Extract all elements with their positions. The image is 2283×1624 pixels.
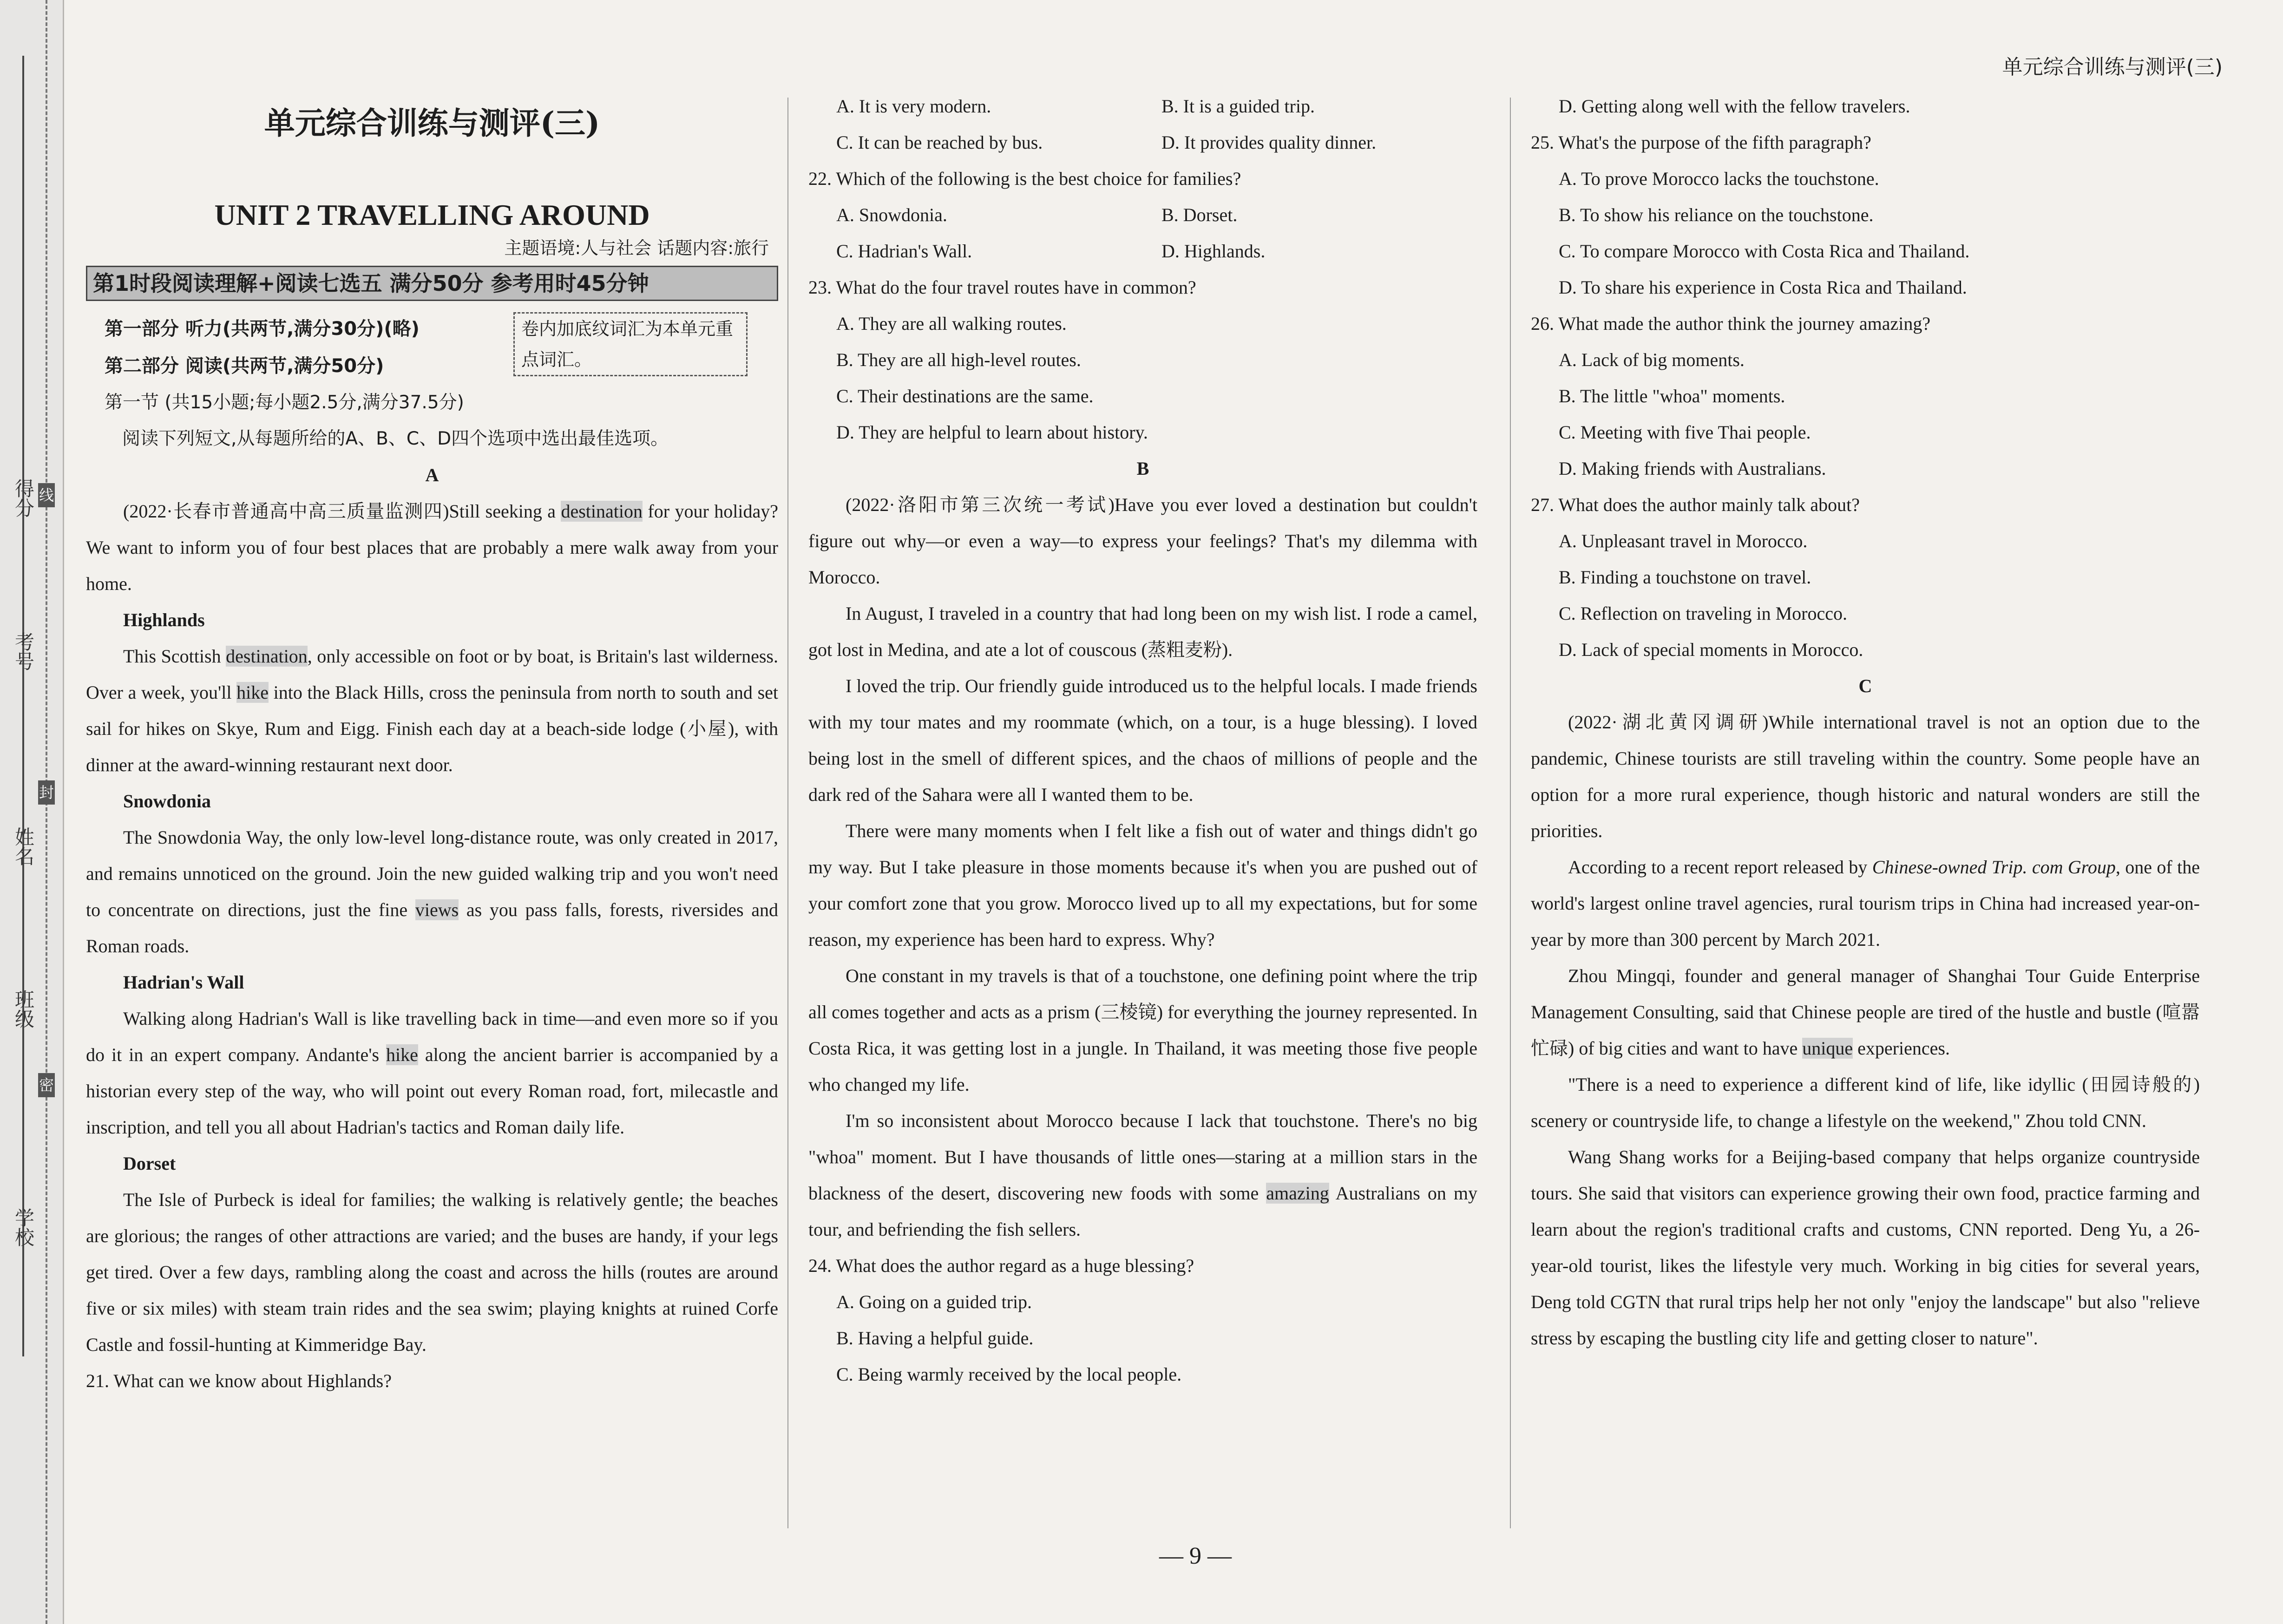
question-21: 21. What can we know about Highlands? — [86, 1370, 392, 1391]
paragraph-highlands — [86, 638, 778, 783]
score-label: 得分 — [12, 478, 35, 517]
heading-dorset: Dorset — [123, 1153, 176, 1174]
text: The Snowdonia Way, the only low-level long-distance route, was only created in 2017, and remains unnoticed on the ground. Join the new guided walking trip and you won't need to concentrate on directions, just the fine — [86, 827, 778, 920]
option: A. Snowdonia. — [836, 204, 947, 225]
unit-title: UNIT 2 TRAVELLING AROUND — [214, 198, 650, 231]
passage-b-paragraph: In August, I traveled in a country that had long been on my wish list. I rode a camel, got lost in Medina, and ate a lot of couscous (蒸粗麦粉). — [808, 603, 1477, 660]
option: A. It is very modern. — [836, 96, 991, 117]
q21-options-row — [808, 88, 1477, 124]
column-1 — [86, 88, 778, 1399]
option: C. To compare Morocco with Costa Rica and Thailand. — [1559, 241, 1970, 262]
keyword: destination — [561, 501, 643, 522]
question-23: 23. What do the four travel routes have in common? — [808, 277, 1196, 298]
q22-options-row — [808, 233, 1477, 269]
question-27: 27. What does the author mainly talk about? — [1531, 494, 1860, 515]
section-bar: 第1时段阅读理解+阅读七选五 满分50分 参考用时45分钟 — [86, 266, 778, 301]
option: C. Their destinations are the same. — [836, 386, 1094, 406]
question-24: 24. What does the author regard as a huge blessing? — [808, 1255, 1194, 1276]
keyword: hike — [236, 682, 269, 703]
parts-list — [105, 310, 420, 385]
option: C. It can be reached by bus. — [836, 132, 1043, 153]
passage-a-intro — [86, 493, 778, 602]
option: D. It provides quality dinner. — [1161, 132, 1377, 153]
option: C. Meeting with five Thai people. — [1559, 422, 1811, 443]
option: D. Lack of special moments in Morocco. — [1559, 639, 1863, 660]
text: as you pass falls, forests, riversides and Roman roads. — [86, 899, 779, 956]
passage-c-paragraph: Wang Shang works for a Beijing-based company that helps organize countryside tours. She said that visitors can experience growing their own food, practice farming and learn about the region's traditional crafts and customs, CNN reported. Deng Yu, a 26-year-old tourist, likes the lifestyle very much. Working in big cities for several years, Deng told CGTN that rural trips help her not only "enjoy the landscape" but also "relieve stress by escaping the bustling city life and getting closer to nature". — [1531, 1146, 2200, 1349]
company-name: Chinese-owned Trip. com Group — [1872, 857, 2116, 877]
passage-label-b: B — [1136, 458, 1149, 479]
topic-line: 主题语境:人与社会 话题内容:旅行 — [504, 238, 769, 258]
option: D. To share his experience in Costa Rica and Thailand. — [1559, 277, 1967, 298]
text: Zhou Mingqi, founder and general manager of Shanghai Tour Guide Enterprise Management Consulting, said that Chinese people are tired of the hustle and bustle (喧嚣忙碌) of big cities and want to have — [1531, 965, 2200, 1059]
page-title: 单元综合训练与测评(三) — [264, 105, 600, 141]
option: D. Making friends with Australians. — [1559, 458, 1826, 479]
option: B. Dorset. — [1161, 204, 1238, 225]
option: D. Getting along well with the fellow travelers. — [1559, 96, 1910, 117]
passage-label-a: A — [425, 465, 439, 485]
name-label: 姓名 — [12, 827, 35, 866]
part-2: 第二部分 阅读(共两节,满分50分) — [105, 355, 384, 377]
question-25: 25. What's the purpose of the fifth paragraph? — [1531, 132, 1871, 153]
binding-line — [22, 56, 24, 1356]
text: along the ancient barrier is accompanied by a historian every step of the way, who will point out every Roman road, fort, milecastle and inscription, and tell you all about Hadrian's tactics and Roman daily life. — [86, 1044, 779, 1138]
passage-b-paragraph: One constant in my travels is that of a touchstone, one defining point where the trip all comes together and acts as a prism (三棱镜) for everything the journey represented. In Costa Rica, it was getting lost in a jungle. In Thailand, it was meeting those five people who changed my life. — [808, 965, 1477, 1095]
instruction: 阅读下列短文,从每题所给的A、B、C、D四个选项中选出最佳选项。 — [122, 428, 669, 449]
q21-options-row — [808, 124, 1477, 161]
keyword: amazing — [1266, 1183, 1329, 1204]
school-label: 学校 — [12, 1208, 35, 1247]
text: experiences. — [1853, 1038, 1950, 1059]
passage-c-paragraph: "There is a need to experience a different kind of life, like idyllic (田园诗般的) scenery or countryside life, to change a lifestyle on the weekend," Zhou told CNN. — [1531, 1074, 2200, 1131]
passage-c-paragraph: (2022·湖北黄冈调研)While international travel is not an option due to the pandemic, Chinese tourists are still traveling within the country. Some people have an option for a more rural experience, though historic and natural wonders are still the priorities. — [1531, 712, 2200, 841]
seal-mi: 密 — [38, 1073, 55, 1097]
option: B. To show his reliance on the touchstone. — [1559, 204, 1874, 225]
option: A. To prove Morocco lacks the touchstone. — [1559, 168, 1879, 189]
question-22: 22. Which of the following is the best choice for families? — [808, 168, 1241, 189]
column-3 — [1531, 88, 2200, 1356]
text: I'm so inconsistent about Morocco because I lack that touchstone. There's no big "whoa" moment. But I have thousands of little ones—staring at a million stars in the blackness of the desert, discovering new foods with some — [808, 1110, 1477, 1204]
text: This Scottish — [123, 646, 226, 667]
text: According to a recent report released by — [1568, 857, 1872, 877]
heading-snowdonia: Snowdonia — [123, 791, 211, 812]
text: (2022·长春市普通高中高三质量监测四)Still seeking a — [123, 501, 561, 522]
option: D. They are helpful to learn about history. — [836, 422, 1148, 443]
text: for your holiday? We want to inform you of four best places that are probably a mere walk away from your home. — [86, 501, 778, 594]
column-divider — [787, 98, 788, 1528]
exam-number-label: 考号 — [12, 632, 35, 671]
option: A. They are all walking routes. — [836, 313, 1067, 334]
column-2 — [808, 88, 1477, 1393]
option: C. Reflection on traveling in Morocco. — [1559, 603, 1847, 624]
question-26: 26. What made the author think the journey amazing? — [1531, 313, 1931, 334]
text: , only accessible on foot or by boat, is Britain's last wilderness. Over a week, you'll — [86, 646, 779, 703]
cut-line — [46, 0, 47, 1624]
running-head: 单元综合训练与测评(三) — [2002, 55, 2223, 79]
page-number: — 9 — — [1159, 1543, 1232, 1569]
parts-block — [86, 310, 778, 385]
q22-options-row — [808, 197, 1477, 233]
keyword: hike — [386, 1044, 418, 1065]
heading-highlands: Highlands — [123, 609, 205, 630]
option: B. It is a guided trip. — [1161, 96, 1315, 117]
option: C. Hadrian's Wall. — [836, 241, 972, 262]
passage-b-paragraph: There were many moments when I felt like a fish out of water and things didn't go my way. But I take pleasure in those moments because it's when you are pushed out of your comfort zone that you grow. Morocco lived up to all my expectations, but for some reason, my experience has been hard to express. Why? — [808, 820, 1477, 950]
option: B. Having a helpful guide. — [836, 1328, 1034, 1349]
option: D. Highlands. — [1161, 241, 1266, 262]
vocab-note: 卷内加底纹词汇为本单元重点词汇。 — [513, 312, 748, 376]
paragraph-hadrians-wall — [86, 1001, 778, 1146]
text: , one of the world's largest online travel agencies, rural tourism trips in China had increased year-on-year by more than 300 percent by March 2021. — [1531, 857, 2200, 950]
text: into the Black Hills, cross the peninsula from north to south and set sail for hikes on Skye, Rum and Eigg. Finish each day at a beach-side lodge (小屋), with dinner at the award-winning restaurant next door. — [86, 682, 779, 775]
keyword: views — [415, 899, 459, 920]
section-1-header: 第一节 (共15小题;每小题2.5分,满分37.5分) — [105, 392, 464, 413]
text: Australians on my tour, and befriending the fish sellers. — [808, 1183, 1478, 1240]
column-divider — [1510, 98, 1511, 1528]
keyword: unique — [1802, 1038, 1853, 1059]
option: A. Lack of big moments. — [1559, 349, 1745, 370]
part-1: 第一部分 听力(共两节,满分30分)(略) — [105, 318, 420, 340]
passage-c-paragraph — [1531, 849, 2200, 958]
heading-hadrians-wall: Hadrian's Wall — [123, 972, 244, 993]
option: A. Going on a guided trip. — [836, 1291, 1032, 1312]
text: Walking along Hadrian's Wall is like travelling back in time—and even more so if you do it in an expert company. Andante's — [86, 1008, 778, 1065]
option: B. Finding a touchstone on travel. — [1559, 567, 1811, 588]
keyword: destination — [226, 646, 308, 667]
passage-b-paragraph — [808, 1103, 1477, 1248]
binding-strip — [0, 0, 64, 1624]
paragraph-snowdonia — [86, 819, 778, 964]
paragraph-dorset: The Isle of Purbeck is ideal for families; the walking is relatively gentle; the beaches are glorious; the ranges of other attractions are varied; and the buses are handy, if your legs get tired. Over a few days, rambling along the coast and across the hills (routes are around five or six miles) with steam train rides and the sea swim; playing knights at ruined Corfe Castle and fossil-hunting at Kimmeridge Bay. — [86, 1189, 778, 1355]
option: C. Being warmly received by the local people. — [836, 1364, 1182, 1385]
passage-c-paragraph — [1531, 958, 2200, 1067]
passage-b-paragraph: (2022·洛阳市第三次统一考试)Have you ever loved a destination but couldn't figure out why—or even a way—to express your feelings? That's my dilemma with Morocco. — [808, 494, 1477, 588]
seal-xian: 线 — [38, 483, 55, 507]
passage-b-paragraph: I loved the trip. Our friendly guide introduced us to the helpful locals. I made friends with my tour mates and my roommate (which, on a tour, is a huge blessing). I loved being lost in the smell of different spices, and the chaos of millions of people and the dark red of the Sahara were all I wanted them to be. — [808, 675, 1477, 805]
option: B. The little "whoa" moments. — [1559, 386, 1785, 406]
seal-feng: 封 — [38, 780, 55, 805]
option: A. Unpleasant travel in Morocco. — [1559, 530, 1808, 551]
passage-label-c: C — [1858, 675, 1872, 696]
option: B. They are all high-level routes. — [836, 349, 1081, 370]
class-label: 班级 — [12, 989, 35, 1028]
page — [63, 0, 2283, 1624]
